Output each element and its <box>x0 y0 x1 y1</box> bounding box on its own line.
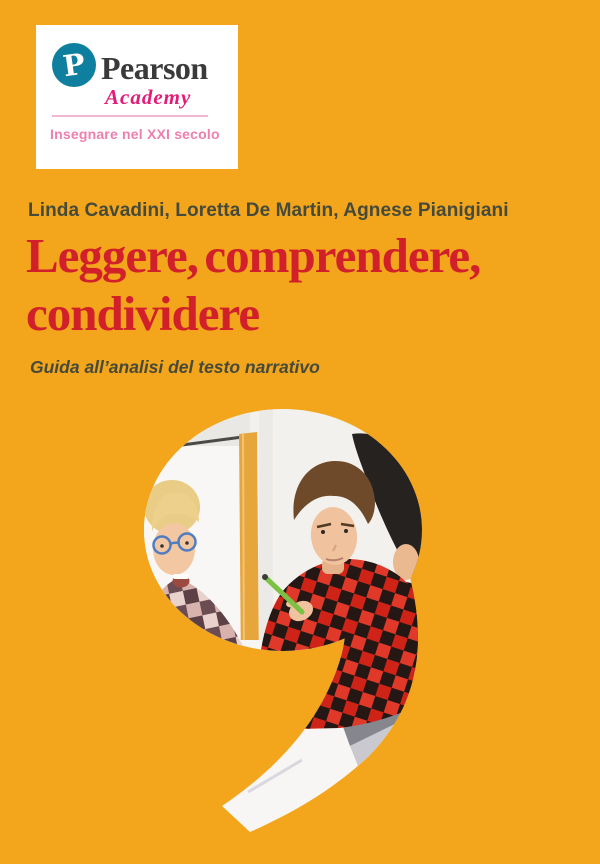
photo-table <box>195 640 455 850</box>
series-tagline: Insegnare nel XXI secolo <box>50 126 220 142</box>
pearson-logo-icon <box>51 42 97 88</box>
publisher-name: Pearson <box>101 50 208 86</box>
brand-divider <box>52 115 208 117</box>
book-title-line-2: condividere <box>26 286 260 341</box>
authors-line: Linda Cavadini, Loretta De Martin, Agnese Pianigiani <box>28 200 509 221</box>
publisher-subbrand: Academy <box>105 85 192 109</box>
book-title-line-1: Leggere, comprendere, <box>26 228 481 283</box>
publisher-panel <box>36 25 238 169</box>
book-subtitle: Guida all’analisi del testo narrativo <box>30 357 320 377</box>
book-title <box>26 227 586 343</box>
pearson-logo-letter: P <box>60 46 88 84</box>
